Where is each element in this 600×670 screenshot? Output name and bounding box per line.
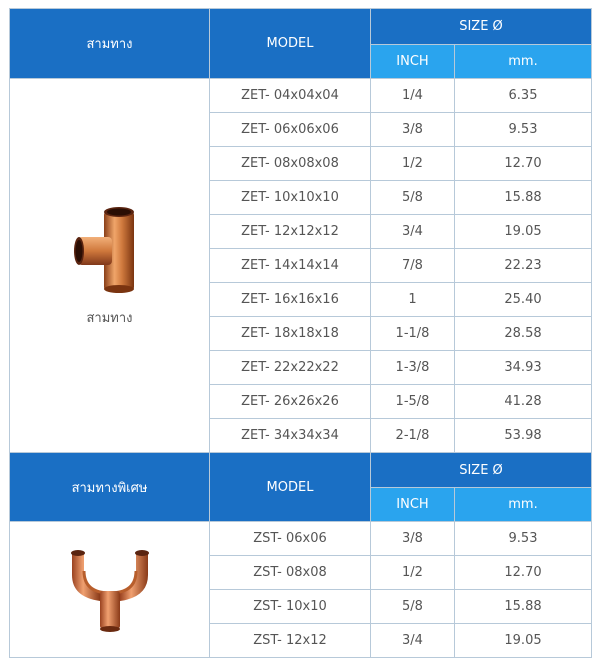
model-cell: ZET- 26x26x26 — [210, 385, 371, 419]
section1-mm-header: mm. — [455, 45, 592, 79]
spec-table-container — [9, 8, 591, 658]
mm-cell: 19.05 — [455, 624, 592, 658]
copper-y-fitting-icon — [60, 545, 160, 635]
copper-tee-icon — [70, 203, 150, 293]
model-cell: ZET- 34x34x34 — [210, 419, 371, 453]
model-cell: ZET- 18x18x18 — [210, 317, 371, 351]
inch-cell: 2-1/8 — [371, 419, 455, 453]
model-cell: ZST- 08x08 — [210, 556, 371, 590]
inch-cell: 1-3/8 — [371, 351, 455, 385]
mm-cell: 9.53 — [455, 113, 592, 147]
mm-cell: 53.98 — [455, 419, 592, 453]
spec-table — [9, 8, 592, 658]
inch-cell: 3/8 — [371, 113, 455, 147]
model-cell: ZST- 12x12 — [210, 624, 371, 658]
inch-cell: 1 — [371, 283, 455, 317]
model-cell: ZST- 06x06 — [210, 522, 371, 556]
inch-cell: 7/8 — [371, 249, 455, 283]
inch-cell: 1/4 — [371, 79, 455, 113]
section2-title: สามทางพิเศษ — [10, 453, 210, 522]
model-cell: ZET- 06x06x06 — [210, 113, 371, 147]
inch-cell: 3/8 — [371, 522, 455, 556]
table-row — [10, 79, 592, 113]
mm-cell: 34.93 — [455, 351, 592, 385]
mm-cell: 19.05 — [455, 215, 592, 249]
mm-cell: 12.70 — [455, 556, 592, 590]
inch-cell: 1-5/8 — [371, 385, 455, 419]
mm-cell: 28.58 — [455, 317, 592, 351]
product-cell-special-tee — [10, 522, 210, 658]
inch-cell: 1/2 — [371, 147, 455, 181]
section2-size-header: SIZE Ø — [371, 453, 592, 488]
mm-cell: 41.28 — [455, 385, 592, 419]
model-cell: ZET- 10x10x10 — [210, 181, 371, 215]
mm-cell: 15.88 — [455, 181, 592, 215]
product-cell-tee — [10, 79, 210, 453]
mm-cell: 22.23 — [455, 249, 592, 283]
model-cell: ZET- 12x12x12 — [210, 215, 371, 249]
mm-cell: 6.35 — [455, 79, 592, 113]
section1-inch-header: INCH — [371, 45, 455, 79]
model-cell: ZET- 22x22x22 — [210, 351, 371, 385]
model-cell: ZET- 08x08x08 — [210, 147, 371, 181]
section1-title: สามทาง — [10, 9, 210, 79]
mm-cell: 25.40 — [455, 283, 592, 317]
model-cell: ZET- 14x14x14 — [210, 249, 371, 283]
mm-cell: 12.70 — [455, 147, 592, 181]
mm-cell: 15.88 — [455, 590, 592, 624]
section2-model-header: MODEL — [210, 453, 371, 522]
inch-cell: 1/2 — [371, 556, 455, 590]
inch-cell: 5/8 — [371, 590, 455, 624]
section2-header-row-top — [10, 453, 592, 488]
inch-cell: 3/4 — [371, 215, 455, 249]
model-cell: ZET- 16x16x16 — [210, 283, 371, 317]
section2-mm-header: mm. — [455, 488, 592, 522]
inch-cell: 1-1/8 — [371, 317, 455, 351]
inch-cell: 3/4 — [371, 624, 455, 658]
mm-cell: 9.53 — [455, 522, 592, 556]
section1-model-header: MODEL — [210, 9, 371, 79]
section1-size-header: SIZE Ø — [371, 9, 592, 45]
table-row — [10, 522, 592, 556]
section2-inch-header: INCH — [371, 488, 455, 522]
inch-cell: 5/8 — [371, 181, 455, 215]
section1-header-row-top — [10, 9, 592, 45]
model-cell: ZST- 10x10 — [210, 590, 371, 624]
product-label-tee: สามทาง — [86, 311, 133, 326]
model-cell: ZET- 04x04x04 — [210, 79, 371, 113]
